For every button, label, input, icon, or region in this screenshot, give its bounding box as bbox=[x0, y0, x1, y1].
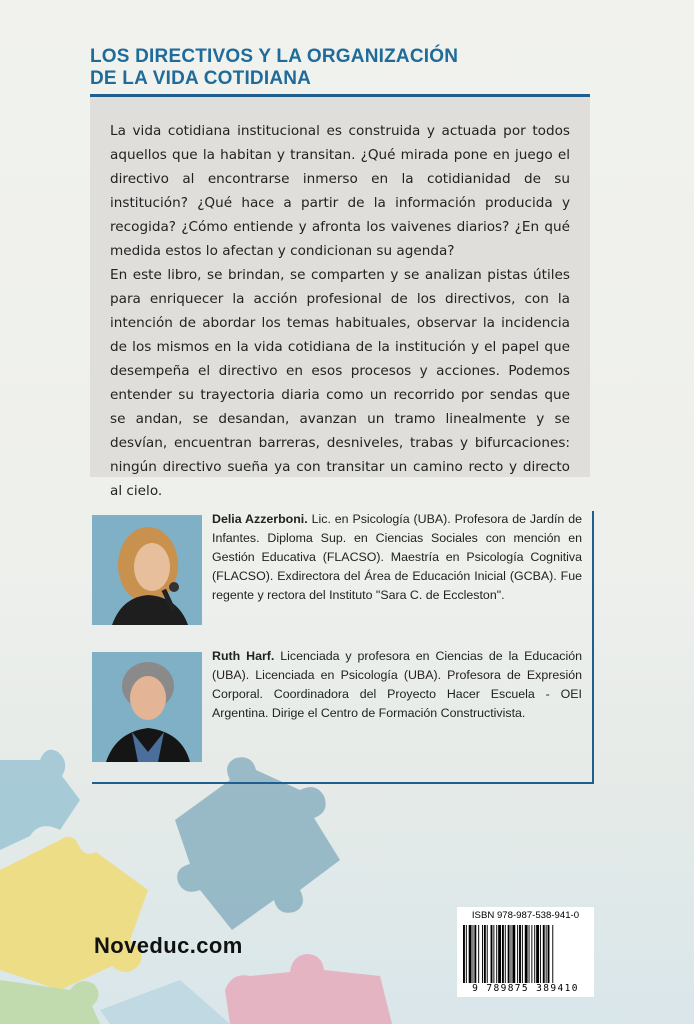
author-description-azzerboni: Lic. en Psicología (UBA). Profesora de Jardín de Infantes. Diploma Sup. en Ciencias Sociales con mención en Gestión Educativa (FLACSO). Maestría en Psicología Cognitiva (FLACSO). Exdirectora del Área de Educación Inicial (GCBA). Fue regente y rectora del Instituto "Sara C. de Eccleston". bbox=[212, 512, 582, 602]
author-description-harf: Licenciada y profesora en Ciencias de la Educación (UBA). Licenciada en Psicología (UBA). Profesora de Expresión Corporal. Coordinadora del Proyecto Hacer Escuela - OEI Argentina. Dirige el Centro de Formación Constructivista. bbox=[212, 649, 582, 720]
synopsis-paragraph-2: En este libro, se brindan, se comparten y se analizan pistas útiles para enriquecer la acción profesional de los directivos, con la intención de abordar los temas habituales, observar la incidencia de los mismos en la vida cotidiana de la institución y el papel que desempeña el directivo en esos procesos y acciones. Podemos entender su trayectoria diaria como un recorrido por sendas que se andan, se desandan, avanzan un tramo linealmente y se desvían, encuentran barreras, desniveles, trabas y bifurcaciones: ningún directivo sueña ya con transitar un camino recto y directo al cielo. bbox=[110, 267, 570, 499]
puzzle-piece-teal bbox=[0, 750, 80, 850]
author-bio-azzerboni bbox=[212, 510, 582, 605]
synopsis-box bbox=[90, 97, 590, 499]
publisher-logo: Noveduc.com bbox=[94, 933, 243, 958]
authors-frame-right bbox=[592, 511, 594, 783]
puzzle-piece-pink bbox=[225, 954, 392, 1024]
title-line-1: LOS DIRECTIVOS Y LA ORGANIZACIÓN bbox=[90, 46, 459, 67]
author-name-harf: Ruth Harf. bbox=[212, 649, 275, 663]
book-title bbox=[90, 46, 590, 90]
author-bio-harf bbox=[212, 647, 582, 723]
puzzle-piece-yellow bbox=[0, 837, 148, 990]
synopsis-paragraph-1: La vida cotidiana institucional es construida y actuada por todos aquellos que la habitan y transitan. ¿Qué mirada pone en juego el directivo al encontrarse inmerso en la cotidianidad de su institución? ¿Qué hace a partir de la información producida y recogida? ¿Cómo entiende y afronta los vaivenes diarios? ¿En qué medida estos lo afectan y condicionan su agenda? bbox=[110, 123, 570, 259]
title-line-2: DE LA VIDA COTIDIANA bbox=[90, 68, 312, 89]
isbn-digits: 9 789875 389410 bbox=[472, 983, 579, 994]
barcode bbox=[463, 925, 588, 983]
authors-frame-bottom bbox=[92, 782, 594, 784]
isbn-barcode-box bbox=[457, 907, 594, 997]
isbn-label: ISBN 978-987-538-941-0 bbox=[471, 910, 580, 921]
author-photo-harf bbox=[92, 652, 202, 762]
puzzle-piece-lightblue bbox=[100, 980, 230, 1024]
author-photo-azzerboni bbox=[92, 515, 202, 625]
author-name-azzerboni: Delia Azzerboni. bbox=[212, 512, 308, 526]
